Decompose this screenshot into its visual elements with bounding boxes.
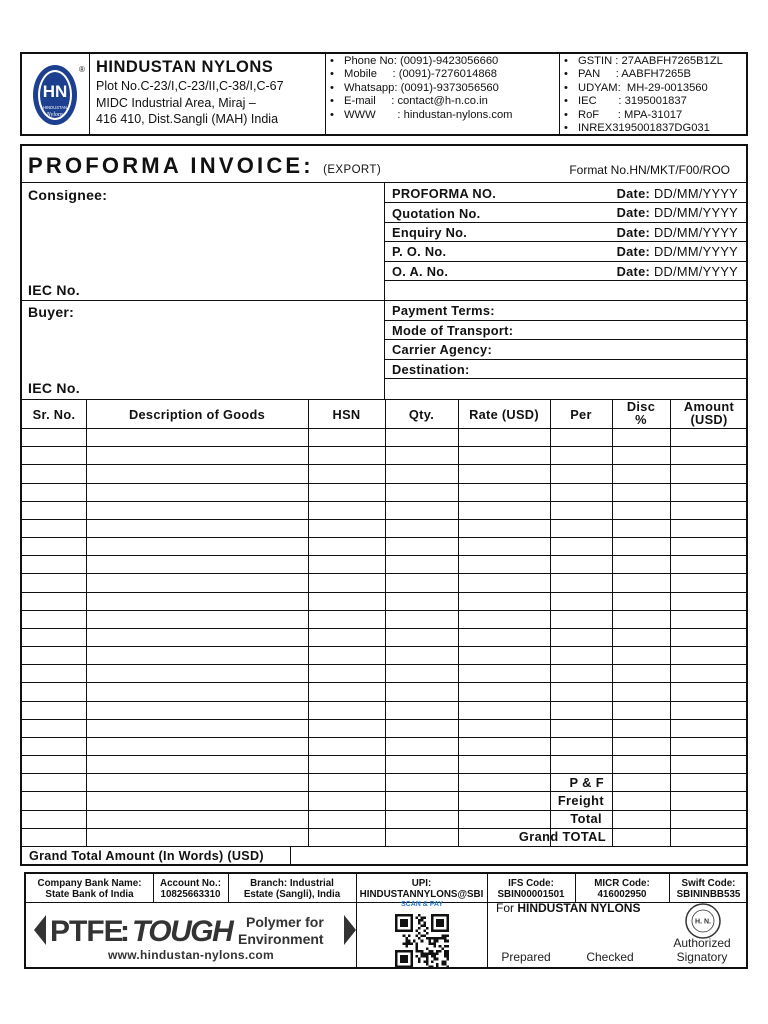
qr-module bbox=[408, 940, 411, 943]
section-divider bbox=[384, 183, 385, 399]
table-row bbox=[22, 773, 746, 774]
title-row bbox=[22, 146, 746, 183]
qr-module bbox=[421, 940, 424, 943]
consignee-label: Consignee: bbox=[28, 187, 108, 203]
table-row bbox=[22, 737, 746, 738]
company-logo bbox=[22, 54, 88, 134]
table-row bbox=[22, 646, 746, 647]
address-cell bbox=[90, 54, 326, 134]
page-title bbox=[28, 153, 381, 179]
stamp-text: H. N. bbox=[695, 918, 711, 926]
bank-value: SBININBB535 bbox=[676, 889, 741, 900]
ptfe-tough-banner bbox=[34, 910, 356, 950]
amount-line: (USD) bbox=[690, 412, 728, 427]
qr-module bbox=[405, 940, 408, 943]
date-value: DD/MM/YYYY bbox=[653, 186, 738, 201]
qr-module bbox=[434, 953, 437, 956]
qr-module bbox=[421, 924, 424, 927]
date-label: Date: bbox=[616, 186, 651, 201]
table-row bbox=[22, 682, 746, 683]
authorized-signatory-label bbox=[666, 936, 738, 964]
qr-module bbox=[416, 929, 419, 932]
table-col-rule bbox=[612, 399, 613, 846]
mode-of-transport-label: Mode of Transport: bbox=[392, 323, 514, 338]
oa-date bbox=[617, 264, 738, 279]
table-row bbox=[22, 446, 746, 447]
qr-module bbox=[418, 960, 421, 963]
qr-module bbox=[423, 960, 426, 963]
table-row bbox=[22, 555, 746, 556]
row-rule bbox=[384, 378, 746, 379]
invoice-title: PROFORMA INVOICE: bbox=[28, 153, 314, 178]
invoice-subtitle: (EXPORT) bbox=[323, 164, 382, 176]
ptfe-colon: : bbox=[120, 915, 130, 948]
qr-module bbox=[428, 950, 431, 953]
bank-value: SBIN00001501 bbox=[497, 889, 565, 900]
qr-module bbox=[428, 937, 431, 940]
qr-module bbox=[434, 945, 437, 948]
contact-website: • WWW : hindustan-nylons.com bbox=[330, 109, 555, 122]
table-row bbox=[22, 501, 746, 502]
reg-pan: • PAN : AABFH7265B bbox=[564, 68, 742, 81]
qr-module bbox=[416, 945, 419, 948]
qr-module bbox=[446, 965, 449, 968]
col-header-rate: Rate (USD) bbox=[469, 407, 539, 422]
reg-rof: • RoF : MPA-31017 bbox=[564, 109, 742, 122]
qr-module bbox=[423, 929, 426, 932]
qr-module bbox=[446, 955, 449, 958]
bank-footer bbox=[24, 872, 748, 969]
website-link[interactable]: www.hindustan-nylons.com bbox=[107, 948, 275, 962]
qr-module bbox=[421, 950, 424, 953]
qr-module bbox=[423, 917, 426, 920]
carrier-agency-label: Carrier Agency: bbox=[392, 342, 493, 357]
table-col-rule bbox=[458, 399, 459, 846]
table-row bbox=[22, 573, 746, 574]
bank-name-cell bbox=[26, 878, 153, 900]
qr-module bbox=[418, 919, 421, 922]
disc-line: % bbox=[635, 412, 647, 427]
grand-total-words-label: Grand Total Amount (In Words) (USD) bbox=[29, 849, 264, 863]
qr-module bbox=[431, 955, 434, 958]
qr-module bbox=[444, 940, 447, 943]
enquiry-no-label: Enquiry No. bbox=[392, 225, 468, 240]
qr-module bbox=[418, 914, 421, 917]
qr-module bbox=[416, 917, 419, 920]
qr-module bbox=[421, 919, 424, 922]
qr-module bbox=[405, 942, 408, 945]
pf-label: P & F bbox=[569, 775, 604, 790]
qr-module bbox=[421, 935, 424, 938]
upi-cell bbox=[356, 878, 487, 900]
destination-label: Destination: bbox=[392, 362, 470, 377]
table-row bbox=[22, 701, 746, 702]
qr-module bbox=[426, 937, 429, 940]
qr-module bbox=[426, 963, 429, 966]
qr-module bbox=[444, 935, 447, 938]
reg-inrex: • INREX3195001837DG031 bbox=[564, 122, 742, 135]
bank-label: Swift Code: bbox=[681, 878, 736, 889]
col-header-per: Per bbox=[570, 407, 592, 422]
qr-module bbox=[408, 942, 411, 945]
col-header-disc bbox=[612, 400, 670, 426]
qr-module bbox=[446, 953, 449, 956]
qr-module bbox=[426, 958, 429, 961]
address-line: MIDC Industrial Area, Miraj – bbox=[96, 95, 256, 110]
reg-gstin: • GSTIN : 27AABFH7265B1ZL bbox=[564, 55, 742, 68]
table-row bbox=[22, 719, 746, 720]
invoice-form bbox=[20, 144, 748, 866]
branch-cell bbox=[228, 878, 356, 900]
table-col-rule bbox=[86, 399, 87, 846]
for-company bbox=[496, 901, 640, 915]
table-row bbox=[22, 592, 746, 593]
qr-module bbox=[410, 942, 413, 945]
qr-module bbox=[423, 924, 426, 927]
qr-module bbox=[436, 940, 439, 943]
logo-script-text: Nylons bbox=[46, 112, 64, 118]
row-rule bbox=[384, 359, 746, 360]
table-row bbox=[22, 464, 746, 465]
qr-module bbox=[416, 947, 419, 950]
date-label: Date: bbox=[616, 225, 651, 240]
bank-value: Estate (Sangli), India bbox=[243, 889, 341, 900]
qr-module bbox=[441, 935, 444, 938]
qr-module bbox=[444, 960, 447, 963]
registered-mark: ® bbox=[79, 65, 85, 74]
tagline-line-2: Environment bbox=[238, 931, 324, 947]
qr-module bbox=[408, 935, 411, 938]
row-rule bbox=[384, 241, 746, 242]
company-stamp-icon bbox=[684, 902, 722, 940]
qr-module bbox=[423, 953, 426, 956]
qr-module bbox=[418, 927, 421, 930]
row-rule bbox=[384, 339, 746, 340]
quotation-date bbox=[617, 205, 738, 220]
table-row bbox=[22, 791, 746, 792]
row-rule bbox=[384, 202, 746, 203]
logo-cell bbox=[22, 54, 90, 134]
qr-module bbox=[426, 953, 429, 956]
qr-module bbox=[436, 950, 439, 953]
micr-code-cell bbox=[575, 878, 669, 900]
qr-module bbox=[439, 950, 442, 953]
qr-module bbox=[418, 958, 421, 961]
qr-module bbox=[444, 950, 447, 953]
address-line: 416 410, Dist.Sangli (MAH) India bbox=[96, 112, 279, 126]
buyer-label: Buyer: bbox=[28, 304, 75, 320]
table-row bbox=[22, 628, 746, 629]
qr-module bbox=[444, 963, 447, 966]
qr-module bbox=[446, 958, 449, 961]
qr-module bbox=[405, 937, 408, 940]
address-line: Plot No.C-23/I,C-23/II,C-38/I,C-67 bbox=[96, 79, 284, 93]
date-value: DD/MM/YYYY bbox=[653, 225, 738, 240]
bank-label: MICR Code: bbox=[594, 878, 650, 889]
qr-module bbox=[418, 937, 421, 940]
qr-module bbox=[444, 955, 447, 958]
bank-value: HINDUSTANNYLONS@SBI bbox=[359, 889, 484, 900]
qr-module bbox=[426, 927, 429, 930]
qr-module bbox=[423, 922, 426, 925]
swift-code-cell bbox=[669, 878, 748, 900]
for-prefix: For bbox=[496, 901, 514, 915]
qr-module bbox=[416, 942, 419, 945]
col-header-sr-no: Sr. No. bbox=[32, 407, 76, 422]
total-label: Total bbox=[570, 811, 602, 826]
qr-module bbox=[441, 963, 444, 966]
qr-module bbox=[441, 960, 444, 963]
col-header-hsn: HSN bbox=[332, 407, 361, 422]
qr-module bbox=[436, 963, 439, 966]
contact-phone: • Phone No: (0091)-9423056660 bbox=[330, 55, 555, 68]
reg-udyam: • UDYAM: MH-29-0013560 bbox=[564, 82, 742, 95]
table-row bbox=[22, 810, 746, 811]
company-name: HINDUSTAN NYLONS bbox=[96, 58, 274, 76]
qr-module bbox=[428, 940, 431, 943]
table-col-rule bbox=[385, 399, 386, 846]
qr-module bbox=[423, 955, 426, 958]
bank-value: State Bank of India bbox=[45, 889, 134, 900]
checked-label: Checked bbox=[586, 950, 634, 964]
po-date bbox=[617, 244, 738, 259]
date-value: DD/MM/YYYY bbox=[653, 264, 738, 279]
row-rule bbox=[384, 280, 746, 281]
col-header-description: Description of Goods bbox=[128, 407, 266, 422]
qr-module bbox=[413, 940, 416, 943]
freight-label: Freight bbox=[557, 793, 604, 808]
format-number: Format No.HN/MKT/F00/ROO bbox=[569, 163, 730, 177]
qr-module bbox=[416, 950, 419, 953]
qr-module bbox=[405, 945, 408, 948]
qr-module bbox=[403, 935, 406, 938]
col-header-amount bbox=[670, 400, 748, 426]
qr-module bbox=[426, 960, 429, 963]
qr-module bbox=[428, 953, 431, 956]
table-row bbox=[22, 755, 746, 756]
qr-module bbox=[421, 917, 424, 920]
consignee-buyer-divider bbox=[22, 300, 384, 301]
qr-module bbox=[434, 958, 437, 961]
qr-module bbox=[446, 945, 449, 948]
qr-module bbox=[434, 937, 437, 940]
bank-value: 416002950 bbox=[597, 889, 647, 900]
qr-module bbox=[436, 919, 444, 927]
qr-module bbox=[400, 919, 408, 927]
oa-no-label: O. A. No. bbox=[392, 264, 449, 279]
date-value: DD/MM/YYYY bbox=[653, 244, 738, 259]
qr-module bbox=[431, 953, 434, 956]
date-label: Date: bbox=[616, 205, 651, 220]
qr-module bbox=[431, 965, 434, 968]
bank-label: UPI: bbox=[411, 878, 432, 889]
qr-module bbox=[431, 950, 434, 953]
tagline-line-1: Polymer for bbox=[246, 914, 324, 930]
scan-pay-label: SCAN & PAY bbox=[400, 901, 443, 908]
buyer-iec-label: IEC No. bbox=[28, 380, 80, 396]
words-divider bbox=[290, 846, 291, 864]
bank-label: Account No.: bbox=[160, 878, 221, 889]
grand-total-label: Grand TOTAL bbox=[518, 829, 606, 844]
prepared-label: Prepared bbox=[501, 950, 551, 964]
logo-sub-text: HINDUSTAN bbox=[42, 105, 68, 110]
qr-module bbox=[416, 955, 419, 958]
table-col-rule bbox=[308, 399, 309, 846]
auth-line: Signatory bbox=[676, 950, 728, 964]
qr-code-icon[interactable] bbox=[390, 914, 454, 968]
table-row bbox=[22, 537, 746, 538]
qr-module bbox=[416, 935, 419, 938]
table-row bbox=[22, 664, 746, 665]
contact-email: • E-mail : contact@h-n.co.in bbox=[330, 95, 555, 108]
qr-module bbox=[428, 965, 431, 968]
reg-iec: • IEC : 3195001837 bbox=[564, 95, 742, 108]
table-col-rule bbox=[670, 399, 671, 846]
qr-module bbox=[446, 950, 449, 953]
qr-module bbox=[436, 965, 439, 968]
qr-module bbox=[441, 947, 444, 950]
account-no-cell bbox=[153, 878, 228, 900]
bank-label: Company Bank Name: bbox=[37, 878, 142, 889]
qr-module bbox=[444, 953, 447, 956]
qr-module bbox=[423, 935, 426, 938]
qr-module bbox=[426, 955, 429, 958]
col-header-qty: Qty. bbox=[408, 407, 435, 422]
enquiry-date bbox=[617, 225, 738, 240]
qr-module bbox=[434, 955, 437, 958]
amount-line: Amount bbox=[683, 399, 735, 414]
qr-module bbox=[431, 937, 434, 940]
qr-module bbox=[436, 953, 439, 956]
table-header-rule bbox=[22, 428, 746, 429]
contact-mobile: • Mobile : (0091)-7276014868 bbox=[330, 68, 555, 81]
qr-module bbox=[426, 947, 429, 950]
po-no-label: P. O. No. bbox=[392, 244, 447, 259]
date-label: Date: bbox=[616, 264, 651, 279]
consignee-iec-label: IEC No. bbox=[28, 282, 80, 298]
qr-module bbox=[446, 940, 449, 943]
payment-terms-label: Payment Terms: bbox=[392, 303, 495, 318]
row-rule bbox=[384, 261, 746, 262]
qr-module bbox=[428, 942, 431, 945]
bank-label: Branch: Industrial bbox=[250, 878, 334, 889]
auth-line: Authorized bbox=[673, 936, 731, 950]
qr-module bbox=[444, 945, 447, 948]
row-rule bbox=[384, 300, 746, 301]
proforma-no-label: PROFORMA NO. bbox=[392, 186, 497, 201]
date-value: DD/MM/YYYY bbox=[653, 205, 738, 220]
row-rule bbox=[384, 320, 746, 321]
right-arrow-icon bbox=[344, 915, 356, 945]
proforma-date bbox=[617, 186, 738, 201]
qr-module bbox=[444, 937, 447, 940]
company-header bbox=[20, 52, 748, 136]
qr-module bbox=[418, 932, 421, 935]
contact-cell bbox=[326, 54, 560, 134]
date-label: Date: bbox=[616, 244, 651, 259]
qr-module bbox=[421, 955, 424, 958]
table-row bbox=[22, 483, 746, 484]
qr-module bbox=[418, 950, 421, 953]
qr-module bbox=[436, 958, 439, 961]
left-arrow-icon bbox=[34, 915, 46, 945]
qr-module bbox=[418, 922, 421, 925]
logo-letters: HN bbox=[42, 82, 68, 101]
qr-module bbox=[431, 942, 434, 945]
qr-module bbox=[441, 937, 444, 940]
qr-module bbox=[446, 935, 449, 938]
row-rule bbox=[384, 222, 746, 223]
table-row bbox=[22, 610, 746, 611]
ptfe-text: PTFE bbox=[50, 915, 123, 948]
qr-module bbox=[400, 955, 408, 963]
quotation-no-label: Quotation No. bbox=[392, 206, 481, 221]
qr-module bbox=[434, 942, 437, 945]
qr-module bbox=[421, 953, 424, 956]
ifs-code-cell bbox=[487, 878, 575, 900]
qr-module bbox=[426, 932, 429, 935]
qr-module bbox=[434, 940, 437, 943]
contact-whatsapp: • Whatsapp: (0091)-9373056560 bbox=[330, 82, 555, 95]
table-row bbox=[22, 828, 746, 829]
qr-module bbox=[403, 942, 406, 945]
qr-module bbox=[439, 945, 442, 948]
table-row bbox=[22, 846, 746, 847]
qr-module bbox=[431, 960, 434, 963]
qr-module bbox=[439, 937, 442, 940]
qr-module bbox=[436, 937, 439, 940]
registration-cell bbox=[560, 54, 746, 134]
bank-value: 10825663310 bbox=[160, 889, 221, 900]
bank-label: IFS Code: bbox=[508, 878, 554, 889]
tough-text: TOUGH bbox=[132, 915, 233, 948]
table-row bbox=[22, 519, 746, 520]
disc-line: Disc bbox=[626, 399, 656, 414]
for-company-name: HINDUSTAN NYLONS bbox=[517, 901, 641, 915]
